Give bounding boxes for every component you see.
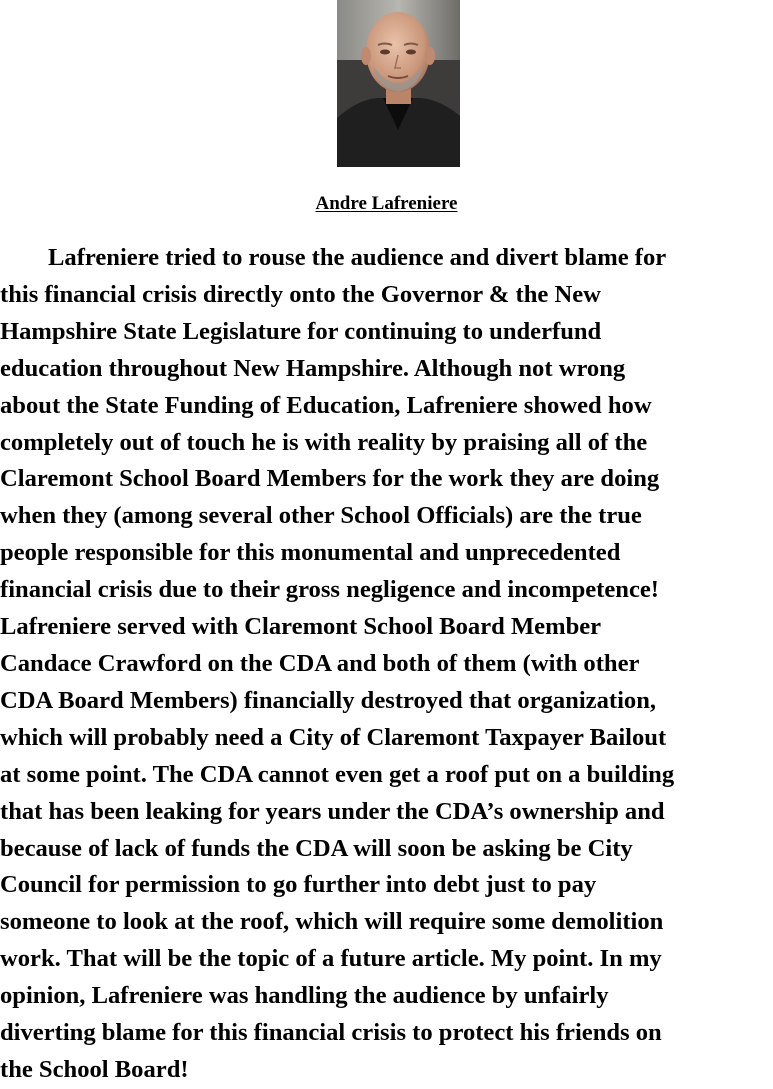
article-line: completely out of touch he is with reality by praising all of the xyxy=(0,428,648,456)
article-line: Candace Crawford on the CDA and both of them (with other xyxy=(0,649,640,677)
article-line: which will probably need a City of Claremont Taxpayer Bailout xyxy=(0,723,667,751)
article-line: diverting blame for this financial crisis to protect his friends on xyxy=(0,1019,662,1047)
article-line: about the State Funding of Education, Lafreniere showed how xyxy=(0,391,652,419)
portrait-photo xyxy=(337,0,460,167)
article-line: this financial crisis directly onto the Governor & the New xyxy=(0,280,601,308)
article-line: Claremont School Board Members for the work they are doing xyxy=(0,465,660,493)
article-line: when they (among several other School Officials) are the true xyxy=(0,502,642,530)
article-line: at some point. The CDA cannot even get a roof put on a building xyxy=(0,760,675,788)
article-line: financial crisis due to their gross negligence and incompetence! xyxy=(0,576,659,604)
article-line: people responsible for this monumental and unprecedented xyxy=(0,539,621,567)
article-line: someone to look at the roof, which will require some demolition xyxy=(0,908,664,936)
article-line: because of lack of funds the CDA will soon be asking be City xyxy=(0,834,633,862)
article-line: Lafreniere tried to rouse the audience and divert blame for xyxy=(48,244,667,271)
photo-caption: Andre Lafreniere xyxy=(315,193,458,214)
article-line: CDA Board Members) financially destroyed that organization, xyxy=(0,686,657,714)
article-body xyxy=(0,240,773,1089)
article-line: opinion, Lafreniere was handling the audience by unfairly xyxy=(0,982,609,1010)
portrait-illustration xyxy=(337,0,460,167)
article-line: Hampshire State Legislature for continuing to underfund xyxy=(0,317,602,345)
article-line: Council for permission to go further into debt just to pay xyxy=(0,871,597,899)
article-line: the School Board! xyxy=(0,1055,189,1083)
article-line: work. That will be the topic of a future article. My point. In my xyxy=(0,945,662,973)
article-line: that has been leaking for years under the CDA’s ownership and xyxy=(0,797,665,825)
article-line: Lafreniere served with Claremont School Board Member xyxy=(0,613,602,641)
article-line: education throughout New Hampshire. Although not wrong xyxy=(0,354,626,382)
